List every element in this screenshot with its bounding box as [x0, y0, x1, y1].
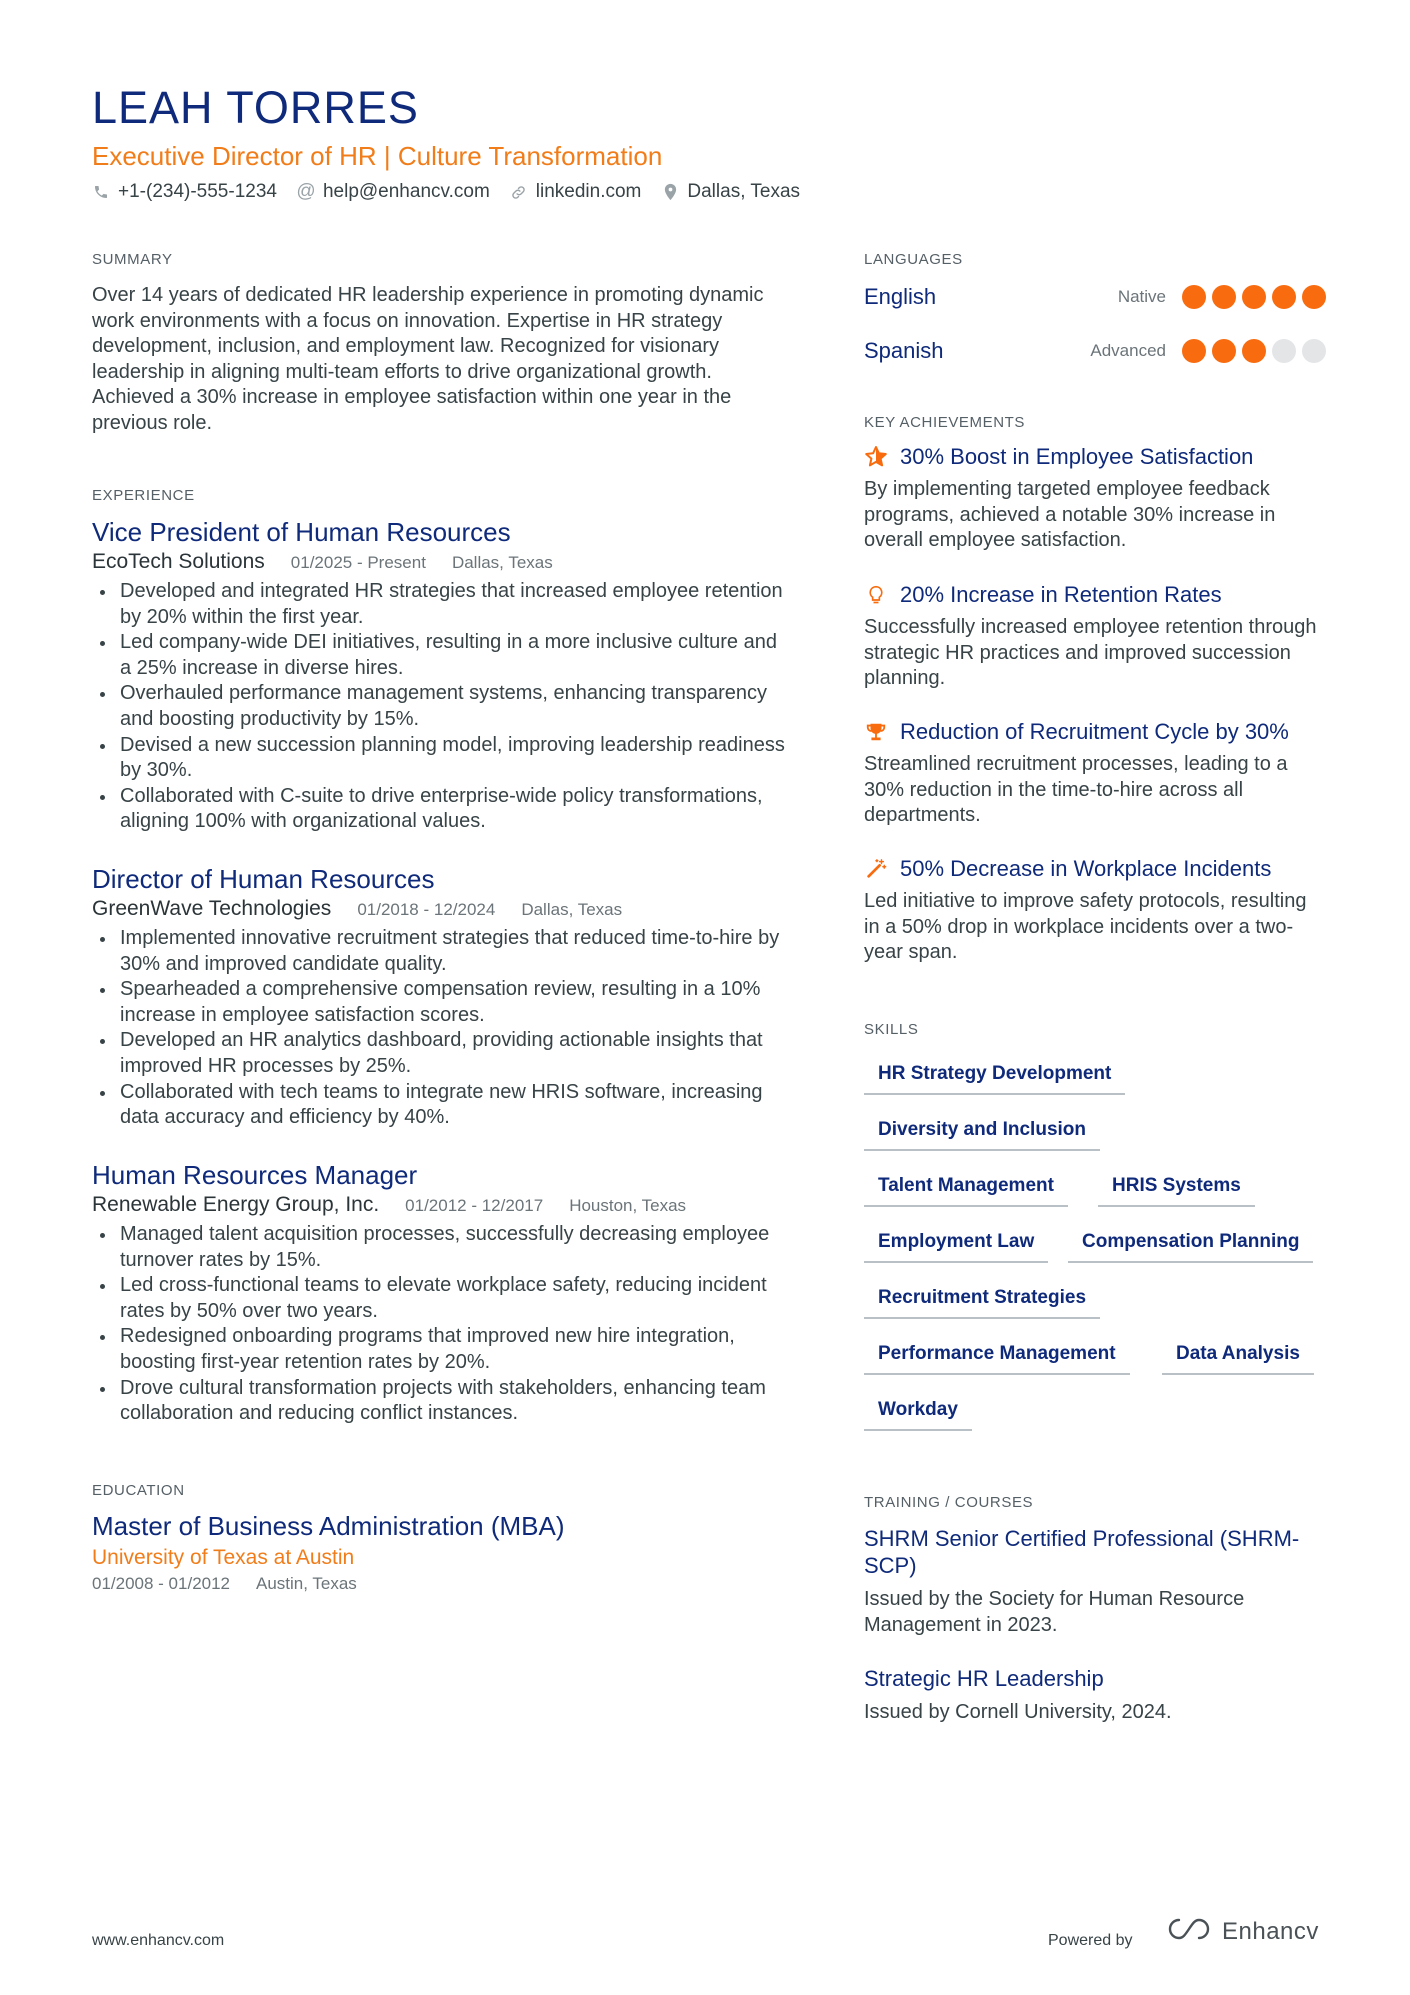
bullet-item: Devised a new succession planning model, improving leadership readiness by 30%.: [92, 733, 792, 784]
bullet-item: Spearheaded a comprehensive compensation review, resulting in a 10% increase in employee satisfaction scores.: [92, 977, 792, 1028]
training-heading: TRAINING / COURSES: [864, 1494, 1034, 1511]
phone-icon: [92, 183, 110, 201]
job-bullets: [92, 1222, 792, 1427]
bullet-item: Collaborated with tech teams to integrate new HRIS software, increasing data accuracy and efficiency by 40%.: [92, 1080, 792, 1131]
link-icon: [510, 183, 528, 201]
company-name: Renewable Energy Group, Inc.: [92, 1193, 380, 1216]
achievement-desc: By implementing targeted employee feedback programs, achieved a notable 30% increase in overall employee satisfaction.: [864, 478, 1276, 552]
course-item: [864, 1525, 1326, 1638]
job-entry: [92, 863, 792, 1131]
rating-dot-filled: [1182, 339, 1206, 363]
language-row: [864, 334, 1326, 368]
language-level: Native: [1117, 287, 1166, 306]
bullet-item: Collaborated with C-suite to drive enterprise-wide policy transformations, aligning 100% with organizational values.: [92, 784, 792, 835]
achievement-title: 50% Decrease in Workplace Incidents: [900, 856, 1272, 881]
course-title: Strategic HR Leadership: [864, 1666, 1104, 1691]
lightbulb-icon: [864, 583, 888, 607]
rating-dot-filled: [1272, 285, 1296, 309]
location-pin-icon: [661, 183, 679, 201]
job-meta: [92, 550, 792, 574]
company-name: EcoTech Solutions: [92, 550, 265, 573]
at-icon: @: [296, 181, 316, 202]
job-bullets: [92, 926, 792, 1131]
language-level: Advanced: [1090, 341, 1166, 360]
rating-dot-filled: [1212, 339, 1236, 363]
location-text: Dallas, Texas: [687, 181, 801, 202]
job-entry: [92, 1159, 792, 1427]
enhancv-logo-icon: [1166, 1916, 1212, 1947]
achievement-title: Reduction of Recruitment Cycle by 30%: [900, 719, 1289, 744]
achievement-item: [864, 582, 1326, 692]
job-meta: [92, 897, 792, 921]
bullet-item: Implemented innovative recruitment strategies that reduced time-to-hire by 30% and improved candidate quality.: [92, 926, 792, 977]
achievement-title: 30% Boost in Employee Satisfaction: [900, 444, 1254, 469]
achievement-desc: Successfully increased employee retention through strategic HR practices and improved succession planning.: [864, 616, 1317, 690]
job-title: Vice President of Human Resources: [92, 517, 511, 547]
rating-dot-empty: [1302, 339, 1326, 363]
education-entry: [92, 1510, 792, 1594]
education-meta: [92, 1574, 792, 1594]
language-row: [864, 280, 1326, 314]
job-location: Dallas, Texas: [451, 553, 553, 572]
bullet-item: Managed talent acquisition processes, successfully decreasing employee turnover rates by 15%.: [92, 1222, 792, 1273]
skill-tag: HRIS Systems: [1098, 1175, 1255, 1207]
skill-tag: Employment Law: [864, 1231, 1048, 1263]
contact-linkedin: [510, 181, 642, 203]
brand-logo[interactable]: [1166, 1916, 1319, 1947]
job-title: Human Resources Manager: [92, 1160, 418, 1190]
linkedin-link[interactable]: linkedin.com: [535, 181, 642, 202]
rating-dot-filled: [1242, 339, 1266, 363]
phone-text[interactable]: +1-(234)-555-1234: [118, 181, 277, 202]
achievement-item: [864, 856, 1326, 966]
education-dates: 01/2008 - 01/2012: [92, 1574, 231, 1593]
company-name: GreenWave Technologies: [92, 897, 332, 920]
skill-tag: Talent Management: [864, 1175, 1068, 1207]
skill-tag: HR Strategy Development: [864, 1063, 1125, 1095]
skill-tag: Data Analysis: [1162, 1343, 1314, 1375]
job-entry: [92, 516, 792, 835]
job-dates: 01/2018 - 12/2024: [357, 900, 496, 919]
job-location: Houston, Texas: [569, 1196, 687, 1215]
achievement-desc: Streamlined recruitment processes, leading to a 30% reduction in the time-to-hire across all departments.: [864, 753, 1288, 827]
bullet-item: Led company-wide DEI initiatives, resulting in a more inclusive culture and a 25% increase in diverse hires.: [92, 630, 792, 681]
degree: Master of Business Administration (MBA): [92, 1511, 565, 1541]
job-bullets: [92, 579, 792, 835]
job-title: Director of Human Resources: [92, 864, 435, 894]
skill-tag: Recruitment Strategies: [864, 1287, 1100, 1319]
trophy-icon: [864, 720, 888, 744]
bullet-item: Led cross-functional teams to elevate workplace safety, reducing incident rates by 50% over two years.: [92, 1273, 792, 1324]
rating-dots: [1182, 339, 1326, 363]
contact-phone: [92, 181, 277, 203]
achievements-heading: KEY ACHIEVEMENTS: [864, 414, 1026, 431]
headline: Executive Director of HR | Culture Transformation: [92, 141, 663, 171]
brand-name: Enhancv: [1222, 1917, 1319, 1945]
languages-heading: LANGUAGES: [864, 251, 963, 268]
job-dates: 01/2025 - Present: [290, 553, 426, 572]
achievement-desc: Led initiative to improve safety protocols, resulting in a 50% drop in workplace incidents over a two-year span.: [864, 890, 1307, 964]
contact-bar: [92, 181, 800, 203]
course-item: [864, 1665, 1326, 1726]
candidate-name: LEAH TORRES: [92, 82, 419, 133]
rating-dot-filled: [1302, 285, 1326, 309]
achievement-item: [864, 719, 1326, 829]
summary-text: Over 14 years of dedicated HR leadership experience in promoting dynamic work environments with a focus on innovation. Expertise in HR strategy development, inclusion, and employment law. Recognized for visionary leadership in aligning multi-team efforts to drive organizational growth. Achieved a 30% increase in employee satisfaction within one year in the previous role.: [92, 284, 764, 434]
job-location: Dallas, Texas: [521, 900, 623, 919]
magic-wand-icon: [864, 857, 888, 881]
course-title: SHRM Senior Certified Professional (SHRM-SCP): [864, 1526, 1300, 1578]
skills-heading: SKILLS: [864, 1021, 919, 1038]
skill-tag: Compensation Planning: [1068, 1231, 1313, 1263]
bullet-item: Drove cultural transformation projects with stakeholders, enhancing team collaboration and reducing conflict instances.: [92, 1376, 792, 1427]
achievement-title: 20% Increase in Retention Rates: [900, 582, 1222, 607]
footer-url[interactable]: www.enhancv.com: [92, 1932, 225, 1949]
school-name: University of Texas at Austin: [92, 1546, 355, 1569]
language-name: Spanish: [864, 338, 944, 363]
summary-heading: SUMMARY: [92, 251, 173, 268]
job-meta: [92, 1193, 792, 1217]
bullet-item: Developed and integrated HR strategies that increased employee retention by 20% within the first year.: [92, 579, 792, 630]
course-desc: Issued by the Society for Human Resource Management in 2023.: [864, 1588, 1245, 1636]
education-location: Austin, Texas: [256, 1574, 357, 1593]
skill-tag: Diversity and Inclusion: [864, 1119, 1100, 1151]
achievement-item: [864, 444, 1326, 554]
language-name: English: [864, 284, 937, 309]
bullet-item: Redesigned onboarding programs that improved new hire integration, boosting first-year retention rates by 20%.: [92, 1324, 792, 1375]
email-link[interactable]: help@enhancv.com: [322, 181, 490, 202]
education-heading: EDUCATION: [92, 1482, 185, 1499]
rating-dot-filled: [1242, 285, 1266, 309]
course-desc: Issued by Cornell University, 2024.: [864, 1701, 1172, 1723]
job-dates: 01/2012 - 12/2017: [405, 1196, 544, 1215]
powered-by-label: Powered by: [1048, 1932, 1133, 1949]
skill-tag: Workday: [864, 1399, 972, 1431]
rating-dot-filled: [1182, 285, 1206, 309]
bullet-item: Overhauled performance management systems, enhancing transparency and boosting productivity by 15%.: [92, 681, 792, 732]
contact-email: [297, 181, 490, 203]
rating-dot-empty: [1272, 339, 1296, 363]
bullet-item: Developed an HR analytics dashboard, providing actionable insights that improved HR processes by 25%.: [92, 1028, 792, 1079]
rating-dots: [1182, 285, 1326, 309]
star-icon: [864, 445, 888, 469]
skill-tag: Performance Management: [864, 1343, 1130, 1375]
contact-location: [661, 181, 800, 203]
experience-heading: EXPERIENCE: [92, 487, 195, 504]
rating-dot-filled: [1212, 285, 1236, 309]
